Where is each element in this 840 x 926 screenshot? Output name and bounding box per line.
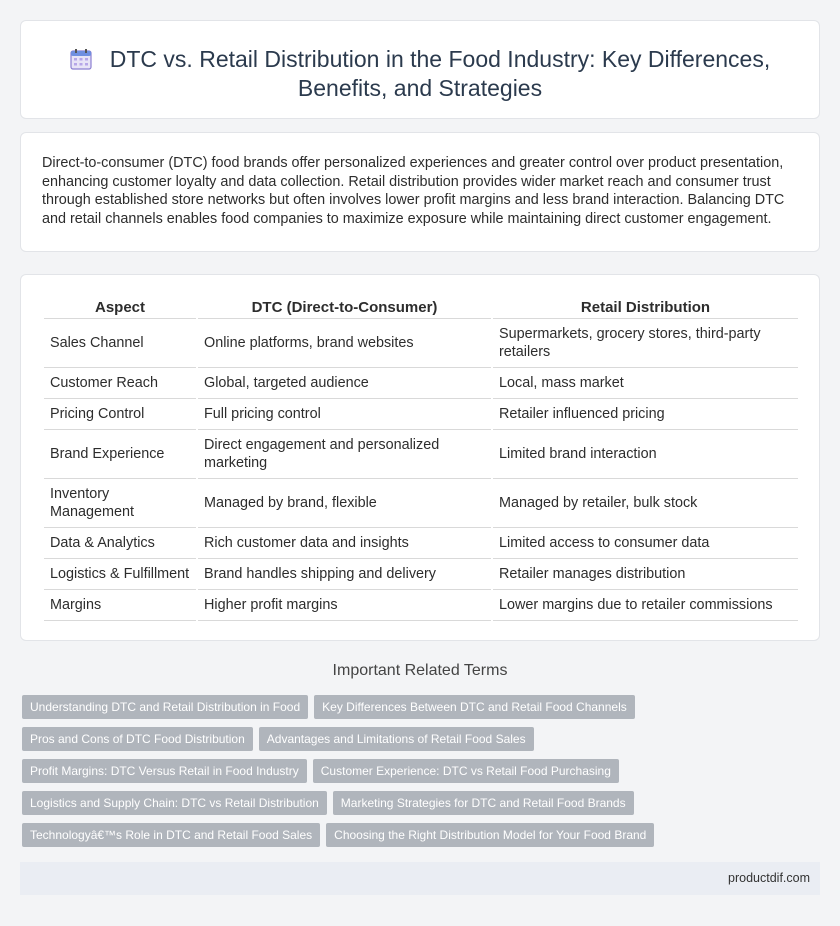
cell-aspect: Data & Analytics [44, 528, 196, 559]
cell-dtc: Full pricing control [198, 399, 491, 430]
related-term-link[interactable]: Logistics and Supply Chain: DTC vs Retail Distribution [22, 791, 327, 815]
related-terms-title: Important Related Terms [332, 662, 508, 679]
cell-retail: Retailer influenced pricing [493, 399, 798, 430]
cell-aspect: Pricing Control [44, 399, 196, 430]
footer [20, 862, 820, 895]
cell-dtc: Rich customer data and insights [198, 528, 491, 559]
comparison-table [42, 297, 800, 621]
cell-aspect: Margins [44, 590, 196, 621]
table-row [44, 399, 798, 430]
cell-aspect: Logistics & Fulfillment [44, 559, 196, 590]
table-row [44, 319, 798, 368]
cell-dtc: Online platforms, brand websites [198, 319, 491, 368]
cell-retail: Lower margins due to retailer commissions [493, 590, 798, 621]
cell-retail: Supermarkets, grocery stores, third-party retailers [493, 319, 798, 368]
related-term-link[interactable]: Profit Margins: DTC Versus Retail in Food Industry [22, 759, 307, 783]
table-row [44, 430, 798, 479]
header-aspect: Aspect [44, 297, 196, 319]
related-term-link[interactable]: Technologyâ€™s Role in DTC and Retail Food Sales [22, 823, 320, 847]
footer-site-link[interactable]: productdif.com [728, 871, 810, 885]
title-card [20, 20, 820, 119]
table-row [44, 368, 798, 399]
page-title-wrap [21, 45, 819, 103]
cell-retail: Managed by retailer, bulk stock [493, 479, 798, 528]
cell-retail: Retailer manages distribution [493, 559, 798, 590]
cell-dtc: Direct engagement and personalized marketing [198, 430, 491, 479]
related-term-link[interactable]: Choosing the Right Distribution Model for Your Food Brand [326, 823, 654, 847]
related-term-link[interactable]: Understanding DTC and Retail Distribution in Food [22, 695, 308, 719]
related-term-link[interactable]: Marketing Strategies for DTC and Retail Food Brands [333, 791, 634, 815]
page-title: DTC vs. Retail Distribution in the Food Industry: Key Differences, Benefits, and Strategies [109, 46, 771, 101]
table-row [44, 590, 798, 621]
intro-card [20, 132, 820, 252]
cell-aspect: Customer Reach [44, 368, 196, 399]
table-row [44, 528, 798, 559]
cell-dtc: Higher profit margins [198, 590, 491, 621]
cell-retail: Limited access to consumer data [493, 528, 798, 559]
intro-paragraph: Direct-to-consumer (DTC) food brands offer personalized experiences and greater control over product presentation, enhancing customer loyalty and data collection. Retail distribution provides wider market reach and consumer trust through established store networks but often involves lower profit margins and less brand interaction. Balancing DTC and retail channels enables food companies to maximize exposure while maintaining direct customer engagement. [42, 155, 785, 227]
related-term-link[interactable]: Customer Experience: DTC vs Retail Food Purchasing [313, 759, 619, 783]
table-header-row [44, 297, 798, 319]
cell-dtc: Global, targeted audience [198, 368, 491, 399]
related-terms-list [22, 695, 662, 855]
cell-dtc: Brand handles shipping and delivery [198, 559, 491, 590]
header-retail: Retail Distribution [493, 297, 798, 319]
cell-dtc: Managed by brand, flexible [198, 479, 491, 528]
comparison-table-card [20, 274, 820, 641]
header-dtc: DTC (Direct-to-Consumer) [198, 297, 491, 319]
table-row [44, 479, 798, 528]
related-term-link[interactable]: Pros and Cons of DTC Food Distribution [22, 727, 253, 751]
cell-retail: Limited brand interaction [493, 430, 798, 479]
related-term-link[interactable]: Key Differences Between DTC and Retail Food Channels [314, 695, 635, 719]
cell-retail: Local, mass market [493, 368, 798, 399]
cell-aspect: Brand Experience [44, 430, 196, 479]
cell-aspect: Inventory Management [44, 479, 196, 528]
calendar-icon [70, 48, 92, 70]
cell-aspect: Sales Channel [44, 319, 196, 368]
table-row [44, 559, 798, 590]
related-term-link[interactable]: Advantages and Limitations of Retail Food Sales [259, 727, 534, 751]
